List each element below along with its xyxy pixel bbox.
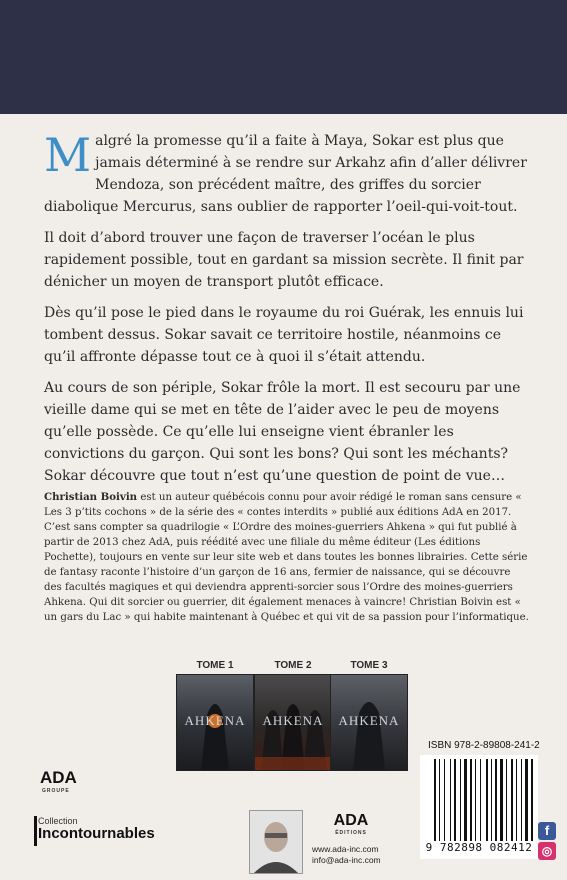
cover-title: AHKENA	[338, 713, 400, 728]
author-portrait-icon	[250, 811, 302, 873]
barcode-bar	[464, 759, 467, 841]
cover-label: TOME 3	[350, 660, 388, 671]
barcode-bars	[434, 759, 534, 841]
cover-image	[176, 674, 254, 771]
collection-logo	[38, 816, 155, 842]
publisher-website: www.ada-inc.com	[312, 844, 379, 854]
barcode-bar	[506, 759, 507, 841]
collection-prefix: Collection	[38, 816, 78, 826]
back-cover-blurb	[44, 130, 529, 496]
cover-label: TOME 2	[274, 660, 312, 671]
isbn-text: ISBN 978-2-89808-241-2	[428, 740, 540, 751]
drop-cap: M	[44, 128, 92, 182]
barcode-bar	[525, 759, 528, 841]
barcode-bar	[495, 759, 497, 841]
barcode-bar	[516, 759, 517, 841]
barcode-bar	[521, 759, 522, 841]
barcode-bar	[470, 759, 472, 841]
barcode-bar	[531, 759, 533, 841]
cover-label: TOME 1	[196, 660, 234, 671]
collection-bar	[34, 816, 37, 846]
barcode	[420, 755, 538, 859]
barcode-bar	[460, 759, 461, 841]
author-photo	[249, 810, 303, 874]
barcode-bar	[511, 759, 513, 841]
instagram-icon[interactable]: ◎	[538, 842, 556, 860]
author-bio	[44, 490, 529, 625]
ada-logo-sub: GROUPE	[42, 788, 70, 794]
barcode-bar	[480, 759, 481, 841]
blurb-paragraph-1	[44, 130, 529, 218]
cover-title: AHKENA	[184, 713, 246, 728]
barcode-bar	[454, 759, 456, 841]
barcode-bar	[439, 759, 440, 841]
cover-tome-2	[254, 660, 332, 771]
barcode-bar	[450, 759, 451, 841]
publisher-contact	[312, 844, 381, 866]
blurb-paragraph-4: Au cours de son périple, Sokar frôle la mort. Il est secouru par une vieille dame qui se met en tête de l’aider avec le peu de moyens qu’elle possède. Ce qu’elle lui enseigne vient ébranler les convictions du garçon. Qui sont les bons? Qui sont les méchants? Sokar découvre que tout n’est qu’une question de point de vue…	[44, 380, 521, 484]
barcode-number: 9 782898 082412	[425, 841, 533, 854]
blurb-paragraph-3: Dès qu’il pose le pied dans le royaume du roi Guérak, les ennuis lui tombent dessus. Sokar savait ce territoire hostile, néanmoins ce qu’il affronte dépasse tout ce à quoi il s’était attendu.	[44, 305, 524, 365]
collection-name: Incontournables	[38, 825, 155, 842]
blurb-p1-text: algré la promesse qu’il a faite à Maya, Sokar est plus que jamais déterminé à se rendre sur Arkahz afin d’aller délivrer Mendoza, son précédent maître, des griffes du sorcier diabolique Mercurus, sans oublier de rapporter l’oeil-qui-voit-tout.	[44, 133, 527, 215]
cover-image	[330, 674, 408, 771]
barcode-bar	[444, 759, 445, 841]
cover-image	[254, 674, 332, 771]
barcode-bar	[486, 759, 488, 841]
ada-groupe-logo	[40, 768, 77, 794]
cover-tome-3	[330, 660, 408, 771]
facebook-icon[interactable]: f	[538, 822, 556, 840]
barcode-bar	[500, 759, 503, 841]
barcode-bar	[475, 759, 476, 841]
publisher-email: info@ada-inc.com	[312, 855, 381, 865]
barcode-bar	[491, 759, 492, 841]
author-bio-text: est un auteur québécois connu pour avoir rédigé le roman sans censure « Les 3 p’tits cochons » de la série des « contes interdits » publié aux éditions AdA en 2017. C’est sans compter sa quadrilogie « L’Ordre des moines-guerriers Ahkena » qui fut publié à partir de 2013 chez AdA, puis réédité avec une filiale du même éditeur (Les éditions Pochette), toujours en vente sur leur site web et dans toutes les bonnes librairies. Cette série de fantasy raconte l’histoire d’un garçon de 16 ans, fermier de naissance, qui se découvre des facultés magiques et qui deviendra apprenti-sorcier sous l’Ordre des moines-guerriers Ahkena. Qui dit sorcier ou guerrier, dit également menaces à vaincre! Christian Boivin est « un gars du Lac » qui habite maintenant à Québec et qui vit de sa passion pour l’informatique.	[44, 492, 529, 623]
cover-title: AHKENA	[262, 713, 324, 728]
blurb-paragraph-2: Il doit d’abord trouver une façon de traverser l’océan le plus rapidement possible, tout en gardant sa mission secrète. Il finit par dénicher un moyen de transport plutôt efficace.	[44, 230, 524, 290]
ada-logo-text: ADA	[40, 768, 77, 787]
ada-editions-text: ADA	[333, 812, 369, 829]
barcode-bar	[434, 759, 436, 841]
ada-editions-logo	[326, 812, 376, 836]
ada-editions-sub: ÉDITIONS	[335, 830, 367, 836]
author-name: Christian Boivin	[44, 491, 138, 503]
top-color-band	[0, 0, 567, 114]
cover-tome-1	[176, 660, 254, 771]
